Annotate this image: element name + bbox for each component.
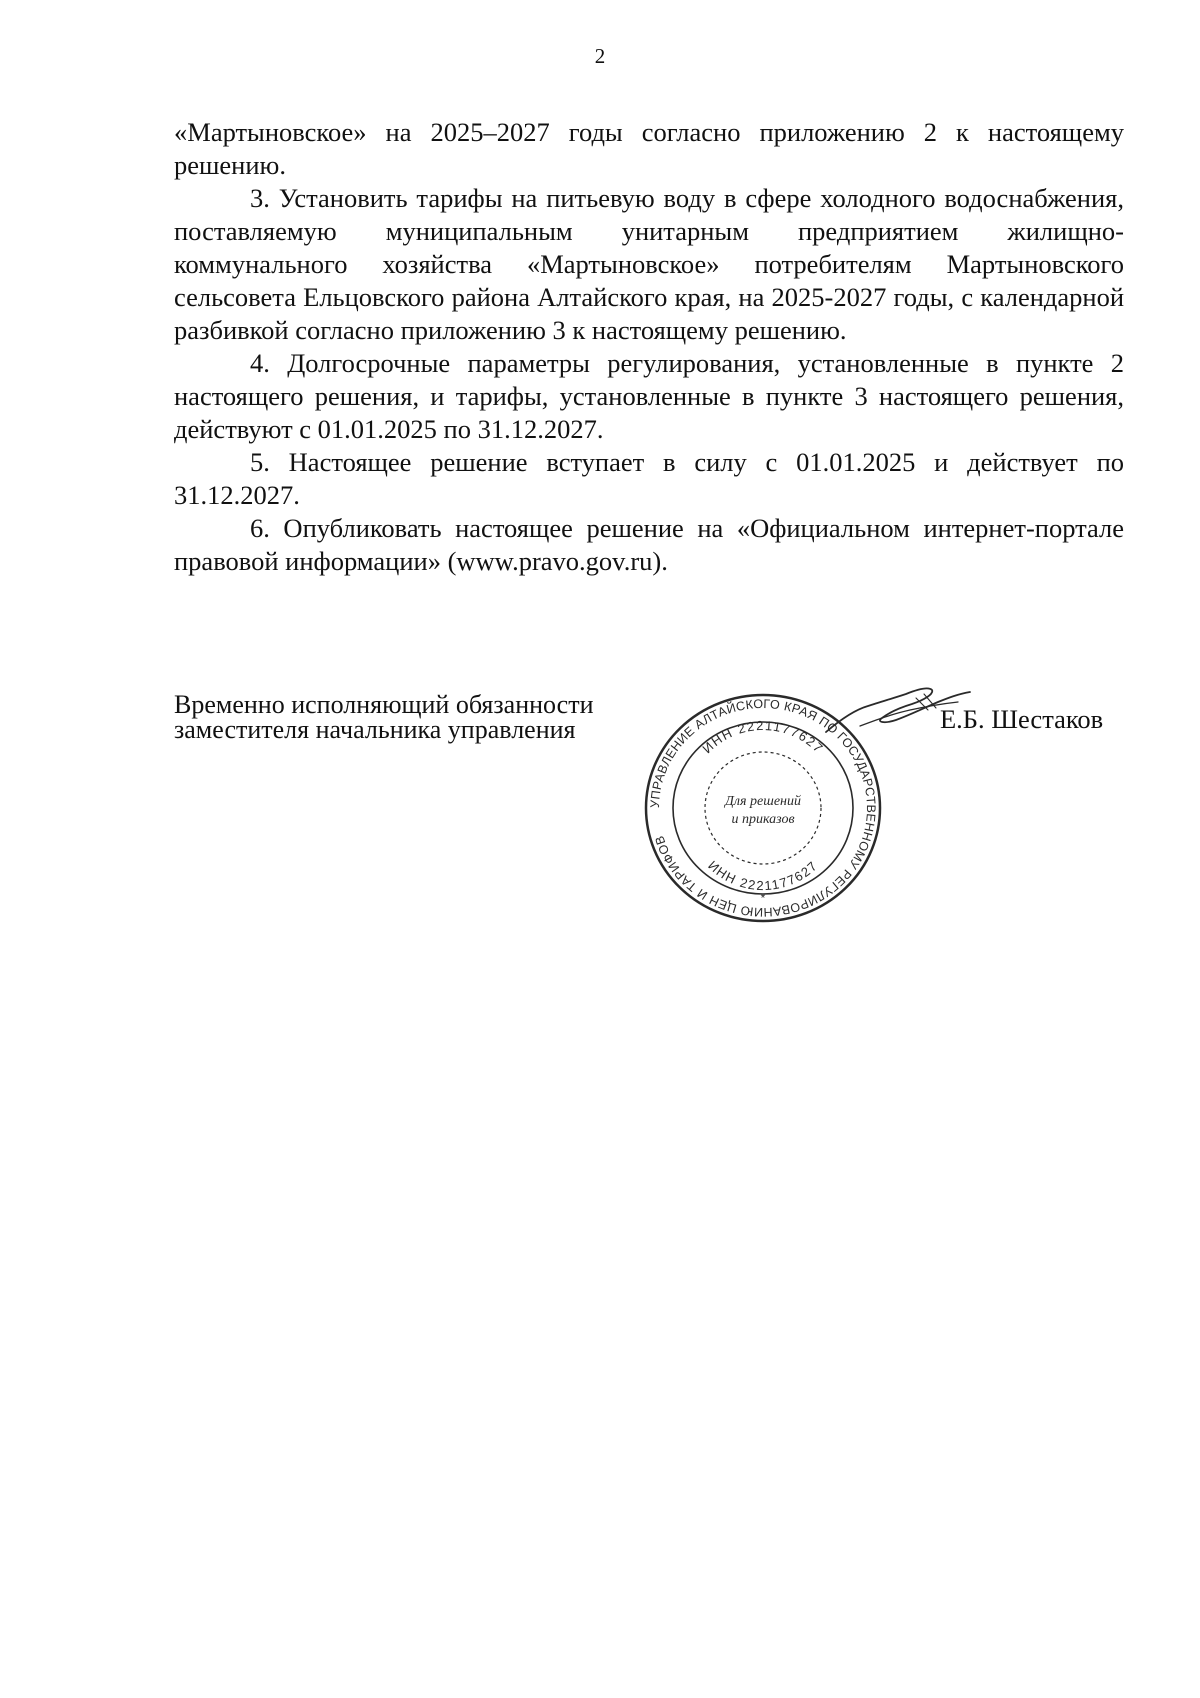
paragraph-item-4: 4. Долгосрочные параметры регулирования, установленные в пункте 2 настоящего решения, и тарифы, установленные в пункте 3 настоящего решения, действуют с 01.01.2025 по 31.12.2027. <box>174 348 1124 444</box>
paragraph-continuation: «Мартыновское» на 2025–2027 годы согласно приложению 2 к настоящему решению. <box>174 117 1124 180</box>
stamp-outer-text: УПРАВЛЕНИЕ АЛТАЙСКОГО КРАЯ ПО ГОСУДАРСТВЕННОМУ РЕГУЛИРОВАНИЮ ЦЕН И ТАРИФОВ <box>647 696 879 920</box>
svg-text:ИНН 2221177627 <box>705 858 821 893</box>
paragraph-item-3: 3. Установить тарифы на питьевую воду в сфере холодного водоснабжения, поставляемую муниципальным унитарным предприятием жилищно-коммунального хозяйства «Мартыновское» потребителям Мартыновского сельсовета Ельцовского района Алтайского края, на 2025-2027 годы, с календарной разбивкой согласно приложению 3 к настоящему решению. <box>174 183 1124 345</box>
stamp-inn-bottom-text: ИНН 2221177627 <box>705 857 821 894</box>
paragraph-item-6: 6. Опубликовать настоящее решение на «Официальном интернет-портале правовой информации» (www.pravo.gov.ru). <box>174 513 1124 576</box>
signer-position-line-2: заместителя начальника управления <box>174 715 576 744</box>
svg-text:ИНН 2221177627 <box>699 718 826 756</box>
signer-name: Е.Б. Шестаков <box>940 704 1104 734</box>
document-body <box>174 116 1124 578</box>
stamp-center-line-2: и приказов <box>731 812 795 827</box>
signer-position-line-1: Временно исполняющий обязанности <box>174 690 594 719</box>
stamp-star-icon: * <box>760 891 766 905</box>
stamp-inn-top-text: ИНН 2221177627 <box>699 717 827 757</box>
stamp-center-line-1: Для решений <box>725 794 801 809</box>
signer-position <box>174 692 594 742</box>
paragraph-item-5: 5. Настоящее решение вступает в силу с 01.01.2025 и действует по 31.12.2027. <box>174 447 1124 510</box>
page-number: 2 <box>594 44 606 68</box>
